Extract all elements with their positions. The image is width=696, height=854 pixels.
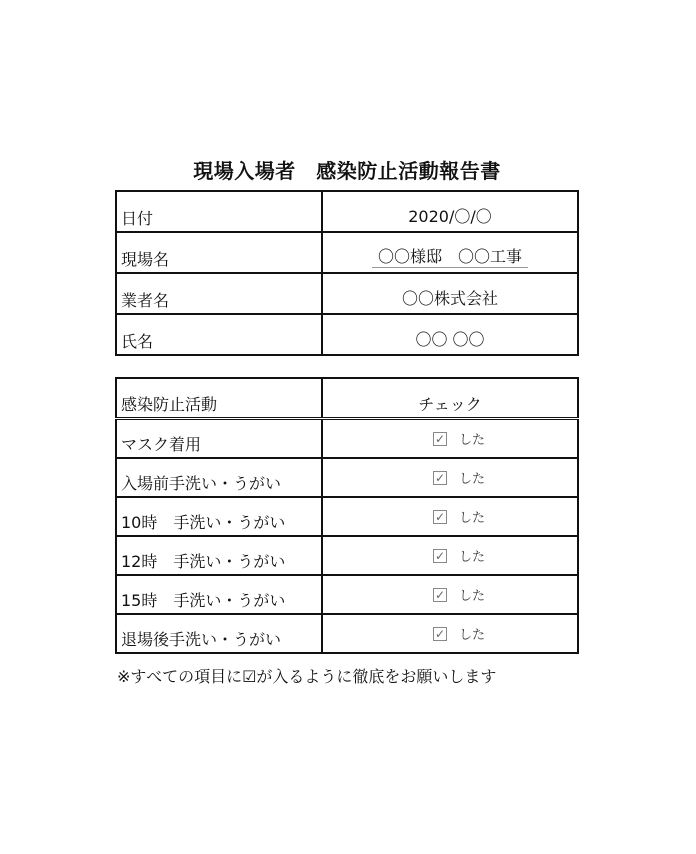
info-label: 現場名 [116,232,322,273]
checklist-row [116,458,578,497]
activity-label: 入場前手洗い・うがい [116,458,322,497]
activity-label: 15時 手洗い・うがい [116,575,322,614]
activity-label: 退場後手洗い・うがい [116,614,322,653]
info-row-site [116,232,578,273]
document-title: 現場入場者 感染防止活動報告書 [193,159,501,183]
checkbox-icon[interactable]: ✓ [434,470,446,485]
check-header: チェック [322,378,578,419]
checklist-row [116,419,578,459]
check-status: した [459,550,486,565]
company-field[interactable]: 〇〇株式会社 [322,273,578,314]
checkbox-icon[interactable]: ✓ [434,587,446,602]
checkbox-icon[interactable]: ✓ [434,509,446,524]
info-label: 業者名 [116,273,322,314]
activity-label: 12時 手洗い・うがい [116,536,322,575]
info-label: 氏名 [116,314,322,355]
activity-header: 感染防止活動 [116,378,322,419]
info-row-date [116,191,578,232]
check-status: した [459,628,486,643]
checklist-row [116,575,578,614]
checkbox-icon[interactable]: ✓ [434,548,446,563]
info-label: 日付 [116,191,322,232]
check-status: した [459,472,486,487]
checklist-row [116,614,578,653]
checkbox-icon[interactable]: ✓ [434,431,446,446]
checklist-row [116,536,578,575]
check-status: した [459,511,486,526]
site-field[interactable] [322,232,578,273]
activity-label: 10時 手洗い・うがい [116,497,322,536]
check-status: した [459,433,486,448]
checklist-table [115,377,579,654]
checkbox-icon[interactable]: ✓ [434,626,446,641]
info-row-company [116,273,578,314]
instruction-note: ※すべての項目に☑が入るように徹底をお願いします [117,667,497,686]
checklist-header-row [116,378,578,419]
info-row-name [116,314,578,355]
activity-label: マスク着用 [116,419,322,459]
name-field[interactable]: 〇〇 〇〇 [322,314,578,355]
date-field[interactable]: 2020/〇/〇 [322,191,578,232]
info-table [115,190,579,356]
check-status: した [459,589,486,604]
checklist-row [116,497,578,536]
site-value: 〇〇様邸 〇〇工事 [372,244,528,268]
